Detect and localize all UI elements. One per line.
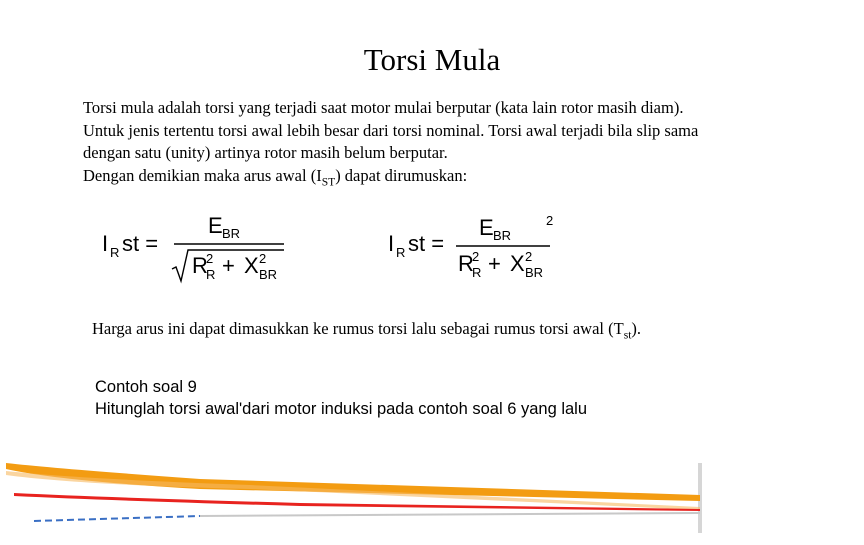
- formula-den-r-sup: 2: [472, 249, 480, 264]
- formula-lhs-rest: st =: [408, 231, 445, 256]
- subscript: st: [623, 329, 632, 342]
- paragraph-text: ) dapat dirumuskan:: [335, 165, 468, 185]
- example-block: [95, 376, 587, 420]
- formula-numerator-sup: 2: [546, 213, 554, 228]
- subscript: ST: [321, 175, 336, 188]
- formula-lhs-main: I: [102, 231, 109, 256]
- paragraph-line: Untuk jenis tertentu torsi awal lebih besar dari torsi nominal. Torsi awal terjadi bila slip sama: [83, 120, 699, 140]
- formula-den-plus: +: [488, 251, 501, 276]
- harga-arus-text: [92, 319, 641, 341]
- formula-lhs-sub: R: [110, 245, 120, 260]
- slide-title: Torsi Mula: [363, 42, 501, 77]
- paragraph-text: Dengan demikian maka arus awal (I: [83, 165, 322, 185]
- footer-gray-line: [200, 513, 700, 516]
- formula-den-x-sup: 2: [525, 249, 533, 264]
- intro-paragraph: [83, 97, 783, 193]
- formula-den-r-main: R: [192, 253, 208, 278]
- formula-numerator-sub: BR: [222, 226, 241, 241]
- harga-text: Harga arus ini dapat dimasukkan ke rumus torsi lalu sebagai rumus torsi awal (T: [92, 319, 624, 338]
- formula-numerator-main: E: [479, 215, 494, 240]
- harga-text: ).: [631, 319, 642, 338]
- footer-blue-dashes: [34, 516, 200, 521]
- formula-lhs-rest: st =: [122, 231, 159, 256]
- formula-numerator-main: E: [208, 213, 223, 238]
- formula-den-x-main: X: [244, 253, 259, 278]
- paragraph-line: [83, 165, 783, 194]
- formula-den-x-sub: BR: [259, 267, 278, 282]
- formula-den-r-sub: R: [206, 267, 216, 282]
- decorative-footer: [0, 455, 864, 540]
- formula-den-r-sup: 2: [206, 251, 214, 266]
- formula-den-r-main: R: [458, 251, 474, 276]
- example-text: Hitunglah torsi awal'dari motor induksi pada contoh soal 6 yang lalu: [95, 400, 588, 418]
- paragraph-line: Torsi mula adalah torsi yang terjadi saat motor mulai berputar (kata lain rotor masih diam).: [83, 98, 684, 117]
- formula-starting-current-sqrt: [100, 213, 300, 288]
- formula-numerator-sub: BR: [493, 228, 512, 243]
- formula-den-x-sup: 2: [259, 251, 267, 266]
- formula-lhs-sub: R: [396, 245, 406, 260]
- formula-starting-current-squared: [386, 213, 586, 288]
- paragraph-line: dengan satu (unity) artinya rotor masih belum berputar.: [83, 143, 448, 162]
- formula-den-r-sub: R: [472, 265, 482, 280]
- formula-den-x-sub: BR: [525, 265, 544, 280]
- formula-den-x-main: X: [510, 251, 525, 276]
- formula-den-plus: +: [222, 253, 235, 278]
- formula-lhs-main: I: [388, 231, 395, 256]
- example-heading: Contoh soal 9: [95, 378, 197, 396]
